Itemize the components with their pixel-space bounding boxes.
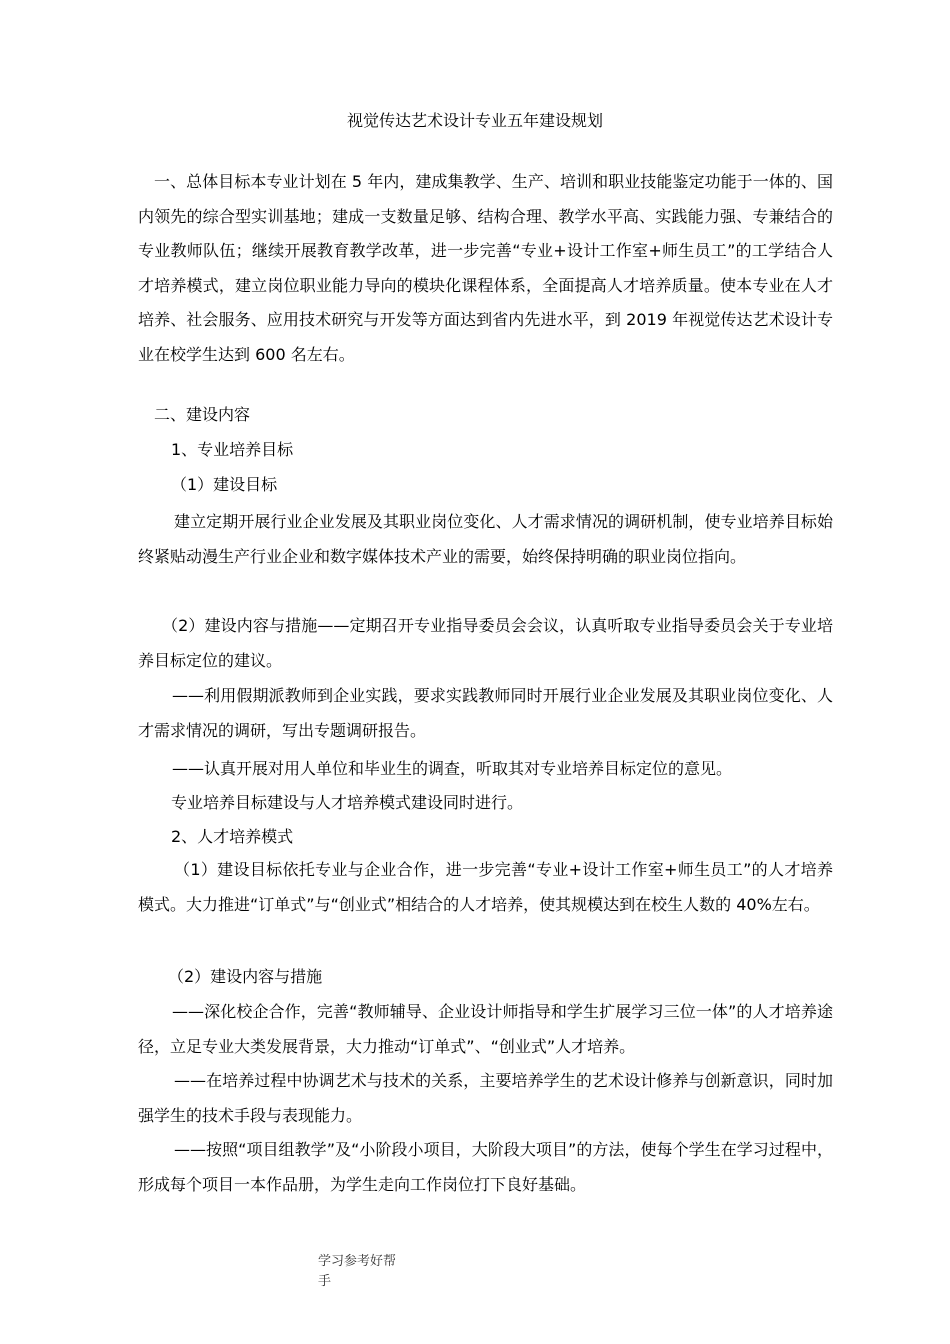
sub1-measure3-line: ——认真开展对用人单位和毕业生的调查，听取其对专业培养目标定位的意见。 bbox=[172, 759, 733, 778]
sub1-heading: 1、专业培养目标 bbox=[171, 440, 294, 459]
sub2-measures-heading: （2）建设内容与措施 bbox=[168, 967, 323, 986]
section2-heading: 二、建设内容 bbox=[154, 405, 251, 424]
section1-paragraph: 一、总体目标本专业计划在 5 年内，建成集教学、生产、培训和职业技能鉴定功能于一体的、国内领先的综合型实训基地；建成一支数量足够、结构合理、教学水平高、实践能力强、专兼结合的专业教师队伍；继续开展教育教学改革，进一步完善“专业+设计工作室+师生员工”的工学结合人才培养模式，建立岗位职业能力导向的模块化课程体系，全面提高人才培养质量。使本专业在人才培养、社会服务、应用技术研究与开发等方面达到省内先进水平，到 2019 年视觉传达艺术设计专业在校学生达到 600 名左右。 bbox=[138, 172, 833, 364]
sub1-summary-line: 专业培养目标建设与人才培养模式建设同时进行。 bbox=[171, 793, 524, 812]
sub2-heading: 2、人才培养模式 bbox=[171, 827, 294, 846]
footer-note: 学习参考好帮手 bbox=[318, 1254, 397, 1289]
sub2-measure1-paragraph: ——深化校企合作，完善“教师辅导、企业设计师指导和学生扩展学习三位一体”的人才培养途径，立足专业大类发展背景，大力推动“订单式”、“创业式”人才培养。 bbox=[138, 1002, 833, 1056]
sub1-goal-heading: （1）建设目标 bbox=[171, 475, 278, 494]
document-title: 视觉传达艺术设计专业五年建设规划 bbox=[346, 111, 603, 130]
sub2-measure3-paragraph: ——按照“项目组教学”及“小阶段小项目，大阶段大项目”的方法，使每个学生在学习过程中，形成每个项目一本作品册，为学生走向工作岗位打下良好基础。 bbox=[138, 1140, 833, 1194]
sub1-goal-paragraph: 建立定期开展行业企业发展及其职业岗位变化、人才需求情况的调研机制，使专业培养目标始终紧贴动漫生产行业企业和数字媒体技术产业的需要，始终保持明确的职业岗位指向。 bbox=[138, 512, 833, 566]
sub2-goal-paragraph: （1）建设目标依托专业与企业合作，进一步完善“专业+设计工作室+师生员工”的人才培养模式。大力推进“订单式”与“创业式”相结合的人才培养，使其规模达到在校生人数的 40%左右。 bbox=[138, 860, 833, 914]
sub1-measure2-paragraph: ——利用假期派教师到企业实践，要求实践教师同时开展行业企业发展及其职业岗位变化、人才需求情况的调研，写出专题调研报告。 bbox=[138, 686, 833, 740]
sub1-measures-paragraph: （2）建设内容与措施——定期召开专业指导委员会会议，认真听取专业指导委员会关于专业培养目标定位的建议。 bbox=[138, 616, 833, 670]
sub2-measure2-paragraph: ——在培养过程中协调艺术与技术的关系，主要培养学生的艺术设计修养与创新意识，同时加强学生的技术手段与表现能力。 bbox=[138, 1071, 833, 1125]
